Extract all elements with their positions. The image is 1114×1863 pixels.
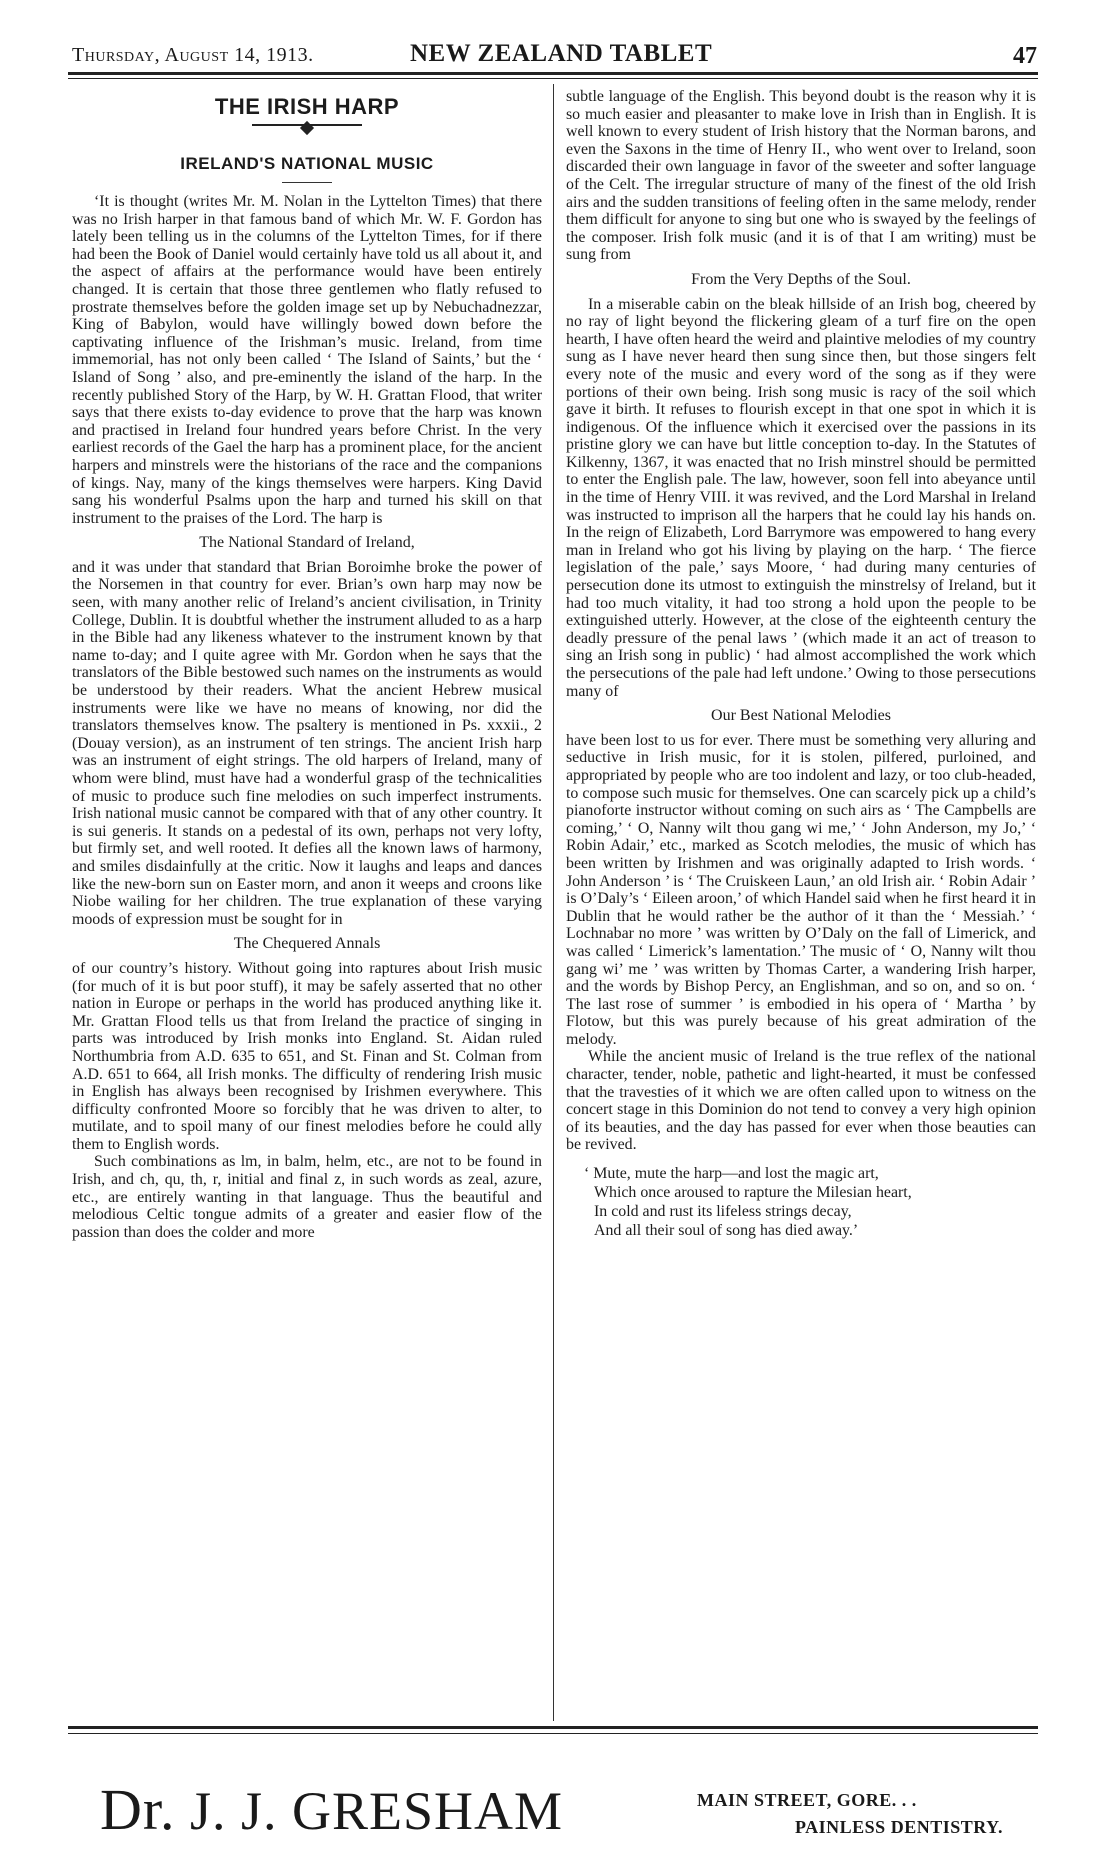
paragraph: While the ancient music of Ireland is the true reflex of the national character, tender, noble, pathetic and light-hearted, it must be confessed that the travesties of it which we are often called upon to witness on the concert stage in this Dominion do not tend to convey a very high opinion of its beauties, and the day has passed for ever when those beauties can be revived. xyxy=(566,1048,1036,1154)
poem-line: ‘ Mute, mute the harp—and lost the magic art, xyxy=(584,1165,879,1183)
poem-line: And all their soul of song has died away.’ xyxy=(594,1222,859,1240)
masthead-rule-top xyxy=(68,72,1038,75)
poem-quote xyxy=(584,1164,1036,1240)
paragraph: have been lost to us for ever. There must be something very alluring and seductive in Irish music, for it is stolen, pilfered, purloined, and appropriated by people who are too indolent and lazy, or too club-headed, to compose such music for themselves. One can scarcely pick up a child’s pianoforte instructor without coming on such airs as ‘ The Campbells are coming,’ ‘ O, Nanny wilt thou gang wi me,’ ‘ John Anderson, my Jo,’ ‘ Robin Adair,’ etc., marked as Scotch melodies, the music of which has been written by Irishmen and was originally adapted to Irish words. ‘ John Anderson ’ is ‘ The Cruiskeen Laun,’ an old Irish air. ‘ Robin Adair ’ is O’Daly’s ‘ Eileen aroon,’ of which Handel said when he first heard it in Dublin that he would rather be the author of it than the ‘ Messiah.’ ‘ Lochnabar no more ’ was written by O’Daly on the fall of Limerick, and was called ‘ Limerick’s lamentation.’ The music of ‘ O, Nanny wilt thou gang wi’ me ’ was written by Thomas Carter, a wandering Irish harper, and the words by Bishop Percy, an Englishman, and so on, and so on. ‘ The last rose of summer ’ is embodied in his opera of ‘ Martha ’ by Flotow, but this was purely because of his great admiration of the melody. xyxy=(566,731,1036,1048)
page-number: 47 xyxy=(1013,43,1037,69)
section-subhead: Our Best National Melodies xyxy=(711,707,891,725)
right-column xyxy=(566,88,1036,1240)
advertisement-address: MAIN STREET, GORE. . . xyxy=(697,1790,917,1810)
article-subtitle: IRELAND'S NATIONAL MUSIC xyxy=(180,154,434,173)
paragraph: In a miserable cabin on the bleak hillside of an Irish bog, cheered by no ray of light beyond the flickering gleam of a turf fire on the open hearth, I have often heard the weird and plaintive melodies of my country sung as I have never heard then sung since then, but those singers felt every note of the music and every word of the song as if they were portions of their own being. Irish song music is racy of the soil which gave it birth. It refuses to flourish except in that one spot in which it is indigenous. Of the influence which it exercised over the passions in its pristine glory we can have but little conception to-day. In the Statutes of Kilkenny, 1367, it was enacted that no Irish minstrel should be permitted to enter the English pale. The law, however, soon fell into abeyance until in the time of Henry VIII. it was revived, and the Lord Marshal in Ireland was instructed to imprison all the harpers that he could lay his hands on. In the reign of Elizabeth, Lord Barrymore was empowered to hang every man in Ireland who got his living by playing on the harp. ‘ The fierce legislation of the pale,’ says Moore, ‘ had during many centuries of persecution done its utmost to extinguish the minstrelsy of Ireland, but it had too much vitality, it had too strong a hold upon the people to be extinguished utterly. However, at the close of the eighteenth century the deadly pressure of the penal laws ’ (which made it an act of treason to sing an Irish song in public) ‘ had almost accomplished the work which the persecutions of the pale had left undone.’ Owing to those persecutions many of xyxy=(566,295,1036,700)
paragraph: of our country’s history. Without going into raptures about Irish music (for much of it is but poor stuff), it may be safely asserted that no other nation in Europe or perhaps in the world has produced anything like it. Mr. Grattan Flood tells us that from Ireland the practice of singing in parts was introduced by Irish monks into England. St. Aidan ruled Northumbria from A.D. 635 to 651, and St. Finan and St. Colman from A.D. 651 to 664, all Irish monks. The difficulty of rendering Irish music in English has always been recognised by Irishmen everywhere. This difficulty confronted Moore so forcibly that he was driven to alter, to mutilate, and to spoil many of our finest melodies before he could ally them to English words. xyxy=(72,959,542,1153)
advertisement-tagline: PAINLESS DENTISTRY. xyxy=(795,1817,1003,1837)
subtitle-rule xyxy=(282,182,332,183)
issue-date: Thursday, August 14, 1913. xyxy=(72,44,314,66)
masthead xyxy=(72,40,1037,70)
paragraph: Such combinations as lm, in balm, helm, etc., are not to be found in Irish, and ch, qu, th, r, initial and final z, in such words as zeal, azure, etc., are entirely wanting in that language. Thus the beautiful and melodious Celtic tongue admits of a greater and easier flow of the passion than does the colder and more xyxy=(72,1153,542,1241)
advertisement-name xyxy=(100,1777,564,1842)
column-divider xyxy=(553,84,554,1721)
article-title: THE IRISH HARP xyxy=(214,94,400,119)
section-subhead: The Chequered Annals xyxy=(233,935,381,953)
paragraph: and it was under that standard that Brian Boroimhe broke the power of the Norsemen in that country for ever. Brian’s own harp may now be seen, with many another relic of Ireland’s ancient civilisation, in Trinity College, Dublin. It is doubtful whether the instrument alluded to as a harp in the Bible had any likeness whatever to the instrument known by that name to-day; and I quite agree with Mr. Gordon when he says that the translators of the Bible bestowed such names on the instruments as would be understood by their readers. What the ancient Hebrew musical instruments were like we have no means of knowing, nor did the translators themselves know. The psaltery is mentioned in Ps. xxxii., 2 (Douay version), as an instrument of ten strings. The ancient Irish harp was an instrument of eight strings. The old harpers of Ireland, many of whom were blind, must have had a wonderful grasp of the technicalities of music to produce such fine melodies on such imperfect instruments. Irish national music cannot be compared with that of any other country. It is sui generis. It stands on a pedestal of its own, perhaps not very lofty, but firmly set, and well rooted. It defies all the known laws of harmony, and smiles disdainfully at the critic. Now it laughs and leaps and dances like the new-born sun on Easter morn, and anon it weeps and croons like Niobe wailing for her children. The true explanation of these varying moods of expression must be sought for in xyxy=(72,558,542,928)
section-subhead: The National Standard of Ireland, xyxy=(199,534,415,552)
footer-rule-bottom xyxy=(68,1733,1038,1734)
masthead-rule-bottom xyxy=(68,78,1038,79)
advertisement-prefix: Dr. xyxy=(100,1777,176,1842)
left-column xyxy=(72,88,542,1241)
paragraph: subtle language of the English. This beyond doubt is the reason why it is so much easier and pleasanter to make love in Irish than in English. It is well known to every student of Irish history that the Norman barons, and even the Saxons in the time of Henry II., who went over to Ireland, soon discarded their own language in favor of the sweeter and softer language of the Celt. The irregular structure of many of the finest of the old Irish airs and the sudden transitions of feeling often in the same melody, render them difficult for anyone to sing but one who is swayed by the feelings of the composer. Irish folk music (and it is of that I am writing) must be sung from xyxy=(566,88,1036,264)
poem-line: In cold and rust its lifeless strings decay, xyxy=(594,1203,852,1221)
title-ornament xyxy=(72,124,542,134)
advertisement-dentist-name: J. J. GRESHAM xyxy=(190,1781,564,1841)
section-subhead: From the Very Depths of the Soul. xyxy=(691,270,911,288)
footer-rule-top xyxy=(68,1726,1038,1729)
poem-line: Which once aroused to rapture the Milesian heart, xyxy=(594,1184,912,1202)
paragraph: ‘It is thought (writes Mr. M. Nolan in the Lyttelton Times) that there was no Irish harper in that famous band of which Mr. W. F. Gordon has lately been telling us in the columns of the Lyttelton Times, for if there had been the Book of Daniel would certainly have told us all about it, and the aspect of affairs at the performance would have been entirely changed. It is certain that those three gentlemen who flatly refused to prostrate themselves before the golden image set up by Nebuchadnezzar, King of Babylon, would have willingly bowed down before the captivating influence of the Irishman’s music. Ireland, from time immemorial, has not only been called ‘ The Island of Saints,’ but the ‘ Island of Song ’ also, and pre-eminently the island of the harp. In the recently published Story of the Harp, by W. H. Grattan Flood, that writer says that there exists to-day evidence to prove that the harp was known and practised in Ireland four hundred years before Christ. In the very earliest records of the Gael the harp has a prominent place, for the ancient harpers and minstrels were the historians of the race and the companions of kings. Nay, many of the kings themselves were harpers. King David sang his wonderful Psalms upon the harp and turned his skill on that instrument to the praises of the Lord. The harp is xyxy=(72,193,542,527)
newspaper-title: NEW ZEALAND TABLET xyxy=(410,40,713,67)
